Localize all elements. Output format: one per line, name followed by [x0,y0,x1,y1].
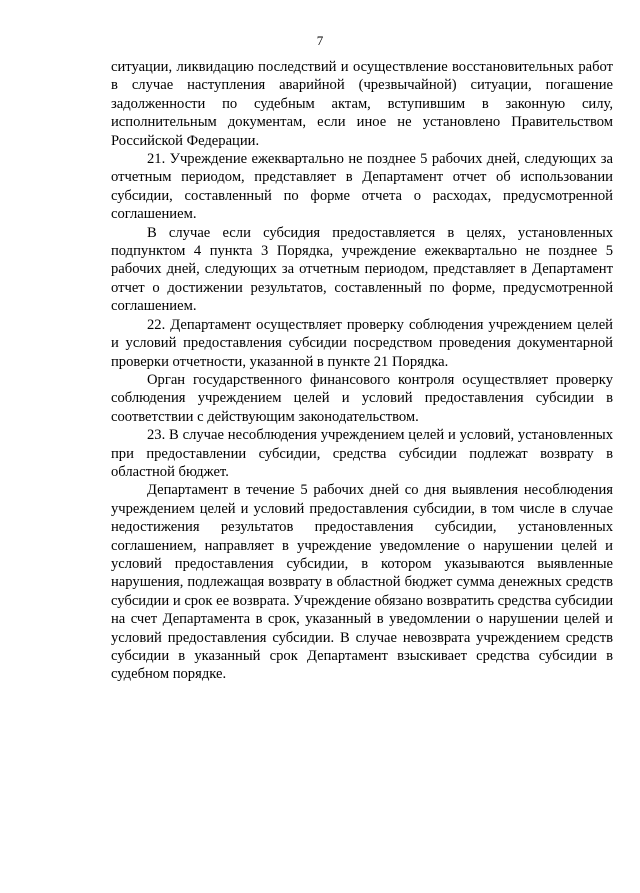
paragraph-clause-21: 21. Учреждение ежеквартально не позднее 5 рабочих дней, следующих за отчетным периодом, представляет в Департамент отчет об использовании субсидии, составленный по форме отчета о расходах, предусмотренной соглашением. [111,151,613,223]
paragraph-clause-22-financial-control: Орган государственного финансового контроля осуществляет проверку соблюдения учреждением целей и условий предоставления субсидии в соответствии с действующим законодательством. [111,371,613,425]
paragraph-clause-21-results-report: В случае если субсидия предоставляется в целях, установленных подпунктом 4 пункта 3 Порядка, учреждение ежеквартально не позднее 5 рабочих дней, следующих за отчетным периодом, представляет в Департамент отчет о достижении результатов, составленный по форме, предусмотренной соглашением. [111,224,613,315]
paragraph-clause-23: 23. В случае несоблюдения учреждением целей и условий, установленных при предоставлении субсидии, средства субсидии подлежат возврату в областной бюджет. [111,427,613,480]
paragraph-clause-22: 22. Департамент осуществляет проверку соблюдения учреждением целей и условий предоставления субсидии посредством проведения документарной проверки отчетности, указанной в пункте 21 Порядка. [111,316,613,370]
paragraph-clause-23-notification: Департамент в течение 5 рабочих дней со дня выявления несоблюдения учреждением целей и условий предоставления субсидии, в том числе в случае недостижения результатов предоставления субсидии, установленных соглашением, направляет в учреждение уведомление о нарушении целей и условий предоставления субсидии, в котором указываются выявленные нарушения, подлежащая возврату в областной бюджет сумма денежных средств субсидии и срок ее возврата. Учреждение обязано возвратить средства субсидии на счет Департамента в срок, указанный в уведомлении о нарушении целей и условий предоставления субсидии. В случае невозврата учреждением средств субсидии в указанный срок Департамент взыскивает средства субсидии в судебном порядке. [111,482,613,683]
page-number: 7 [316,33,324,48]
document-body [111,58,613,684]
paragraph-continuation: ситуации, ликвидацию последствий и осуществление восстановительных работ в случае наступления аварийной (чрезвычайной) ситуации, погашение задолженности по судебным актам, вступившим в законную силу, исполнительным документам, если иное не установлено Правительством Российской Федерации. [111,59,613,149]
